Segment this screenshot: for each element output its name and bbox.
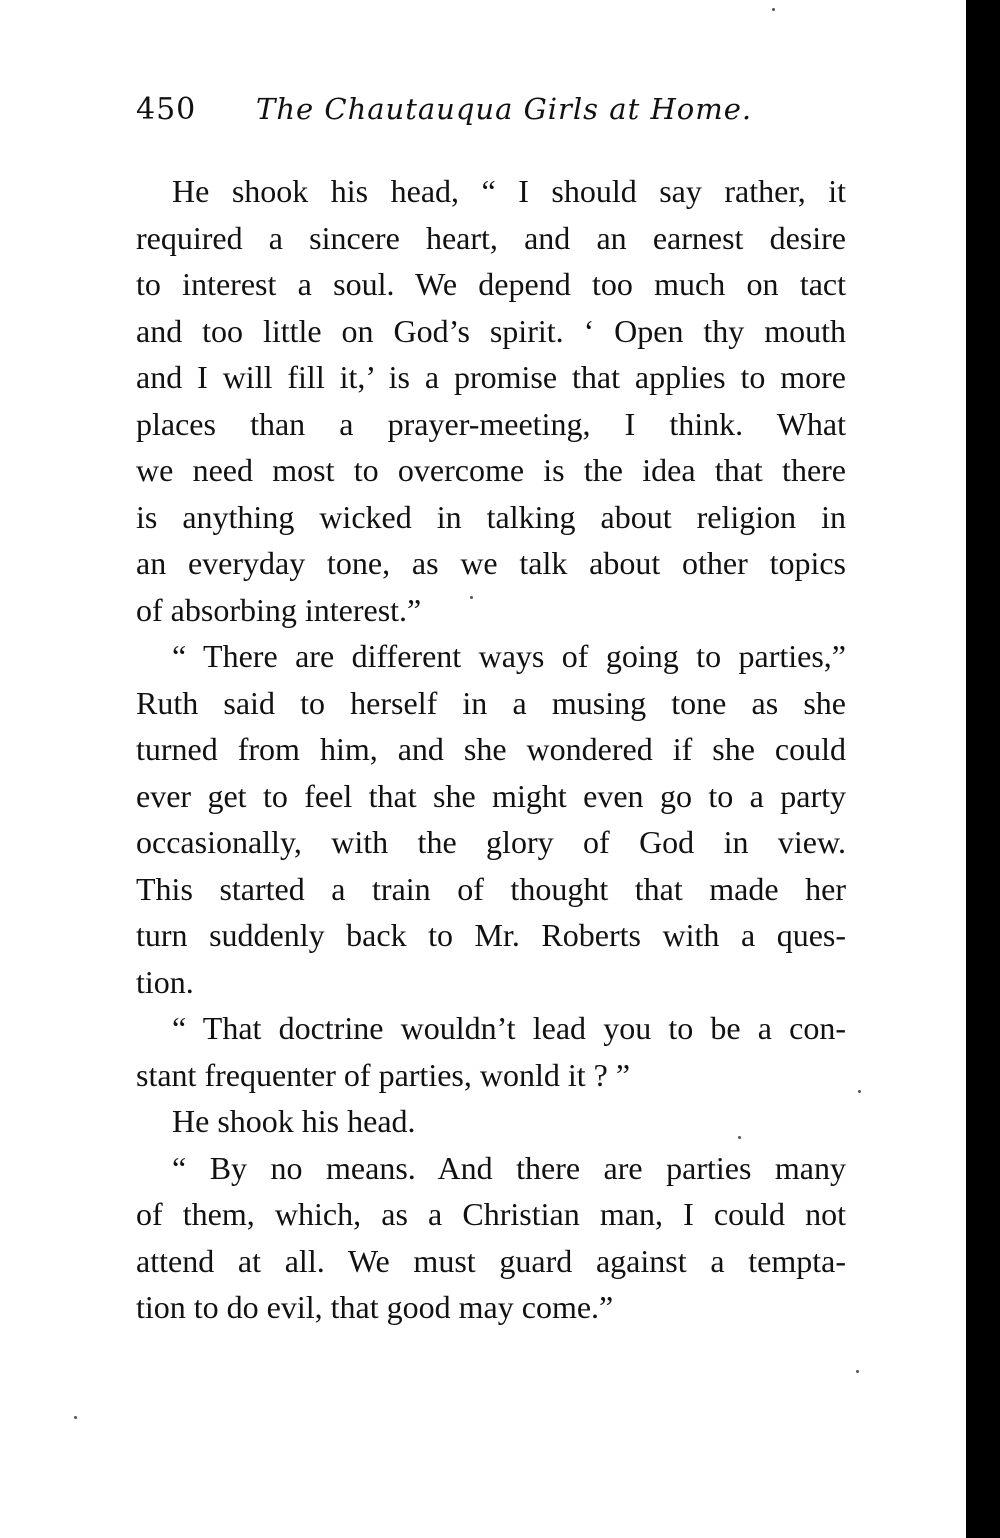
text-line: ever get to feel that she might even go to a party (136, 777, 846, 814)
text-line: to interest a soul. We depend too much on tact (136, 266, 846, 302)
paragraph (136, 1145, 846, 1331)
paragraph (136, 633, 846, 1005)
text-line: required a sincere heart, and an earnest desire (136, 219, 846, 256)
scan-speck (772, 8, 775, 11)
text-line: He shook his head. (172, 1103, 416, 1139)
scan-speck (856, 1370, 859, 1373)
scan-speck (738, 1136, 741, 1139)
text-line: occasionally, with the glory of God in view. (136, 824, 846, 860)
text-line: turn suddenly back to Mr. Roberts with a ques- (136, 917, 846, 953)
text-line: Ruth said to herself in a musing tone as she (136, 684, 846, 721)
text-line: we need most to overcome is the idea that there (136, 452, 846, 488)
scan-speck (858, 1090, 861, 1093)
text-line: is anything wicked in talking about religion in (136, 498, 846, 535)
paragraph (136, 168, 846, 633)
text-line: of them, which, as a Christian man, I could not (136, 1196, 846, 1232)
text-line: stant frequenter of parties, wonld it ? ” (136, 1056, 631, 1093)
text-line: He shook his head, “ I should say rather, it (172, 173, 846, 209)
text-line: tion. (136, 963, 194, 1000)
text-line: attend at all. We must guard against a tempta- (136, 1242, 846, 1279)
running-title: The Chautauqua Girls at Home. (256, 92, 753, 126)
page-number: 450 (136, 92, 197, 127)
text-line: tion to do evil, that good may come.” (136, 1289, 614, 1325)
text-line: This started a train of thought that made her (136, 870, 846, 907)
page-header (136, 92, 856, 136)
text-line: “ That doctrine wouldn’t lead you to be a con- (172, 1010, 846, 1046)
text-line: “ There are different ways of going to parties,” (172, 638, 846, 674)
text-line: an everyday tone, as we talk about other topics (136, 545, 846, 581)
text-line: turned from him, and she wondered if she could (136, 731, 846, 767)
body-text (136, 168, 846, 1331)
text-line: places than a prayer-meeting, I think. What (136, 405, 846, 442)
text-line: and too little on God’s spirit. ‘ Open thy mouth (136, 312, 846, 349)
page-gutter-shadow (966, 0, 1000, 1538)
text-line: and I will fill it,’ is a promise that applies to more (136, 359, 846, 395)
scan-speck (74, 1416, 77, 1419)
text-line: of absorbing interest.” (136, 591, 422, 628)
paragraph (136, 1005, 846, 1098)
text-line: “ By no means. And there are parties many (172, 1149, 846, 1186)
scan-speck (470, 596, 473, 599)
